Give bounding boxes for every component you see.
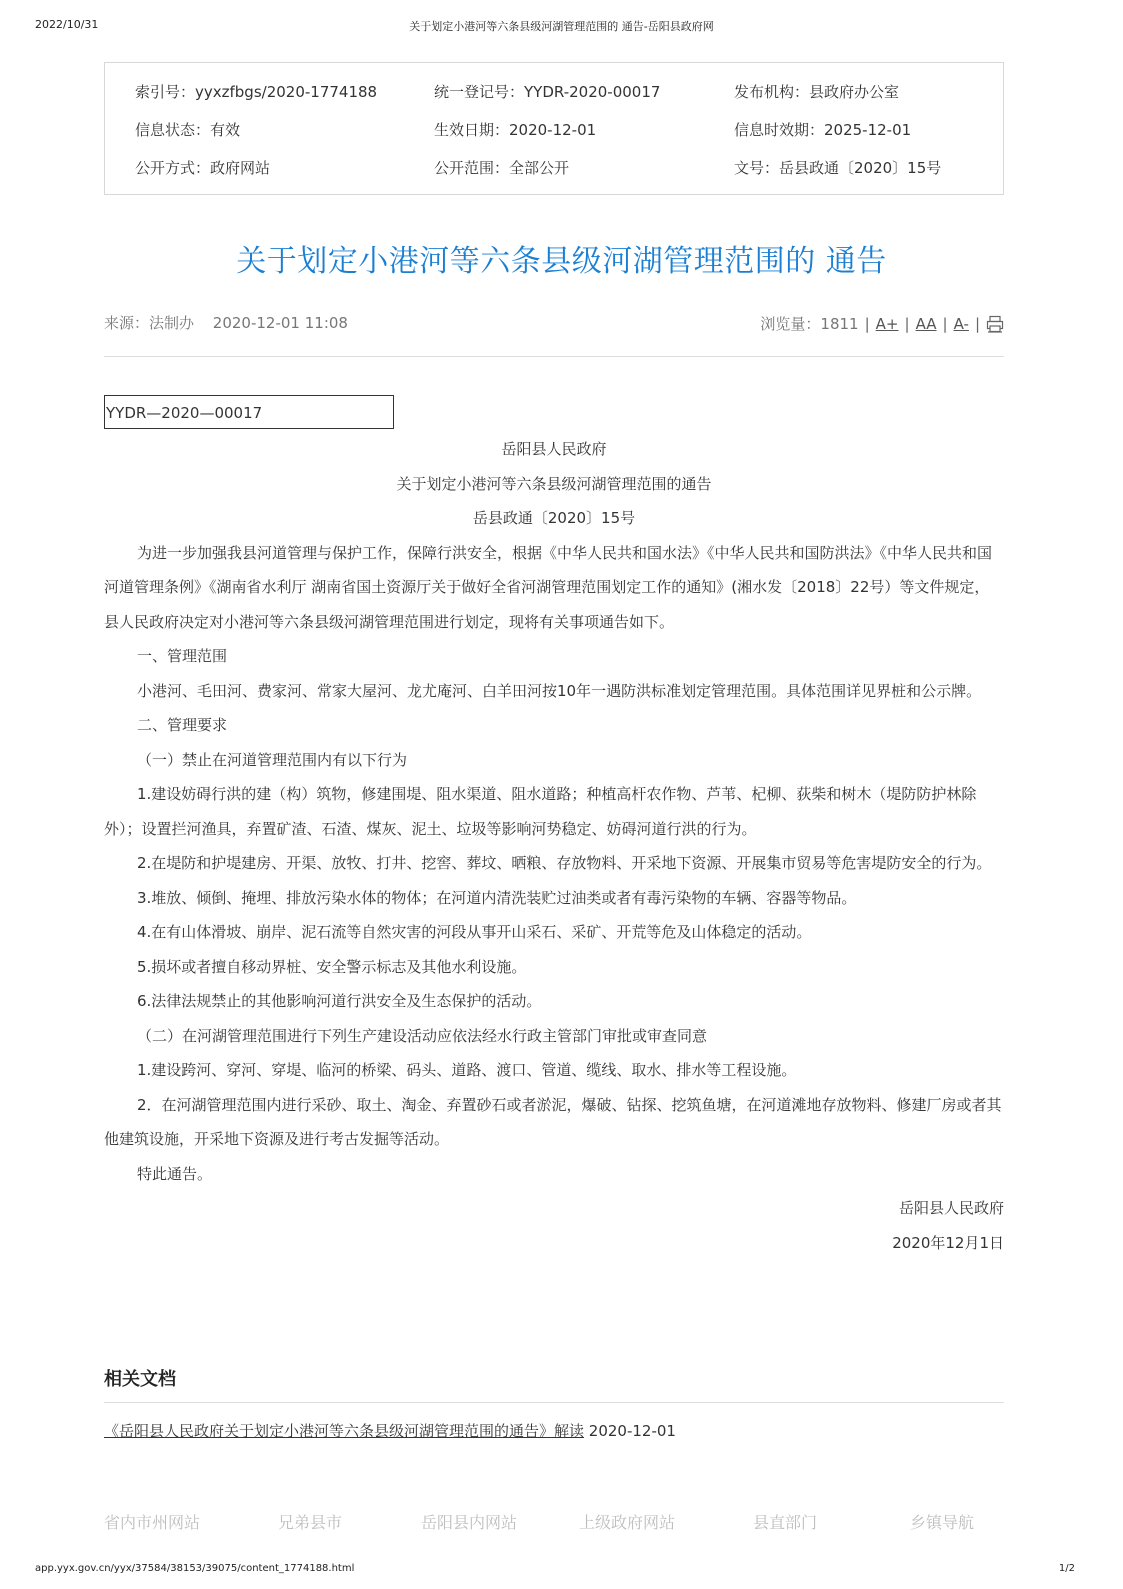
open-scope: 公开范围：全部公开 [434,159,570,177]
footer-nav-township-guide[interactable]: 乡镇导航 [910,1513,975,1532]
list-item: 1.建设妨碍行洪的建（构）筑物，修建围堤、阻水渠道、阻水道路；种植高杆农作物、芦苇、杞柳、荻柴和树木（堤防防护林除外）；设置拦河渔具，弃置矿渣、石渣、煤灰、泥土、垃圾等影响河势稳定、妨碍河道行洪的行为。 [104,785,977,838]
source: 来源：法制办 [104,314,195,332]
publish-datetime: 2020-12-01 11:08 [212,314,348,332]
related-doc-link[interactable]: 《岳阳县人民政府关于划定小港河等六条县级河湖管理范围的通告》解读 [104,1422,585,1440]
effective-date: 生效日期：2020-12-01 [434,121,597,139]
article-title: 关于划定小港河等六条县级河湖管理范围的通告 [396,474,712,493]
issuing-organization: 岳阳县人民政府 [501,440,607,458]
print-date: 2022/10/31 [35,18,99,31]
intro-paragraph: 为进一步加强我县河道管理与保护工作，保障行洪安全，根据《中华人民共和国水法》《中华人民共和国防洪法》《中华人民共和国河道管理条例》《湖南省水利厅 湖南省国土资源厅关于做好全省河湖管理范围划定工作的通知》(湘水发〔2018〕22号）等文件规定，县人民政府决定对小港河等六条县级河湖管理范围进行划定，现将有关事项通告如下。 [104,543,993,631]
related-doc-item [104,1420,676,1441]
info-status: 信息状态：有效 [135,121,241,139]
list-item: 2.在堤防和护堤建房、开渠、放牧、打井、挖窖、葬坟、晒粮、存放物料、开采地下资源、开展集市贸易等危害堤防安全的行为。 [137,854,992,872]
font-size-increase-button[interactable]: A+ [875,314,899,333]
footer-nav-sibling-counties[interactable]: 兄弟县市 [278,1513,343,1532]
document-number: 文号：岳县政通〔2020〕15号 [734,159,942,177]
divider [104,356,1004,357]
article-body [104,432,1004,1260]
footer-nav-county-departments[interactable]: 县直部门 [753,1513,818,1532]
signature-organization: 岳阳县人民政府 [898,1199,1004,1217]
print-page-title: 关于划定小港河等六条县级河湖管理范围的 通告-岳阳县政府网 [409,20,714,33]
divider [104,1402,1004,1403]
list-item: 1.建设跨河、穿河、穿堤、临河的桥梁、码头、道路、渡口、管道、缆线、取水、排水等工程设施。 [137,1061,797,1079]
article-document-number: 岳县政通〔2020〕15号 [472,509,636,527]
publisher: 发布机构：县政府办公室 [734,83,900,101]
footer-nav-provincial-sites[interactable]: 省内市州网站 [104,1513,201,1532]
footer-nav-county-sites[interactable]: 岳阳县内网站 [421,1513,518,1532]
section-heading: 一、管理范围 [137,647,228,665]
source-line [104,312,362,333]
related-docs-heading: 相关文档 [104,1369,176,1390]
article-tools: 浏览量：1811 | A+ | AA | A- | [760,313,1004,334]
signature-date: 2020年12月1日 [892,1233,1004,1252]
paragraph: 小港河、毛田河、费家河、常家大屋河、龙尤庵河、白羊田河按10年一遇防洪标准划定管理范围。具体范围详见界桩和公示牌。 [137,681,982,700]
print-icon[interactable] [986,315,1004,333]
font-size-default-button[interactable]: AA [915,314,937,333]
registration-number: 统一登记号：YYDR-2020-00017 [434,83,661,101]
document-metadata-box [104,62,1004,195]
print-url: app.yyx.gov.cn/yyx/37584/38153/39075/content_1774188.html [35,1563,355,1574]
list-item: 5.损坏或者擅自移动界桩、安全警示标志及其他水利设施。 [137,957,527,976]
expiry-date: 信息时效期：2025-12-01 [734,121,912,139]
list-item: 3.堆放、倾倒、掩埋、排放污染水体的物体；在河道内清洗装贮过油类或者有毒污染物的车辆、容器等物品。 [137,888,857,907]
closing-line: 特此通告。 [137,1164,213,1183]
footer-nav-higher-government[interactable]: 上级政府网站 [579,1513,676,1532]
list-item: 4.在有山体滑坡、崩岸、泥石流等自然灾害的河段从事开山采石、采矿、开荒等危及山体稳定的活动。 [137,923,812,941]
related-doc-date: 2020-12-01 [588,1422,676,1440]
subsection-heading: （一）禁止在河道管理范围内有以下行为 [137,750,408,769]
list-item: 2．在河湖管理范围内进行采砂、取土、淘金、弃置砂石或者淤泥，爆破、钻探、挖筑鱼塘，在河道滩地存放物料、修建厂房或者其他建筑设施，开采地下资源及进行考古发掘等活动。 [104,1095,1002,1148]
subsection-heading: （二）在河湖管理范围进行下列生产建设活动应依法经水行政主管部门审批或审查同意 [137,1026,708,1045]
font-size-decrease-button[interactable]: A- [953,314,969,333]
index-number: 索引号：yyxzfbgs/2020-1774188 [135,83,378,101]
page-number: 1/2 [1058,1563,1075,1574]
document-code-box: YYDR—2020—00017 [104,395,394,429]
list-item: 6.法律法规禁止的其他影响河道行洪安全及生态保护的活动。 [137,992,542,1010]
print-header [0,18,1123,38]
open-mode: 公开方式：政府网站 [135,159,271,177]
view-count: 浏览量：1811 [760,315,859,333]
page-title: 关于划定小港河等六条县级河湖管理范围的 通告 [236,244,887,279]
section-heading: 二、管理要求 [137,716,228,734]
